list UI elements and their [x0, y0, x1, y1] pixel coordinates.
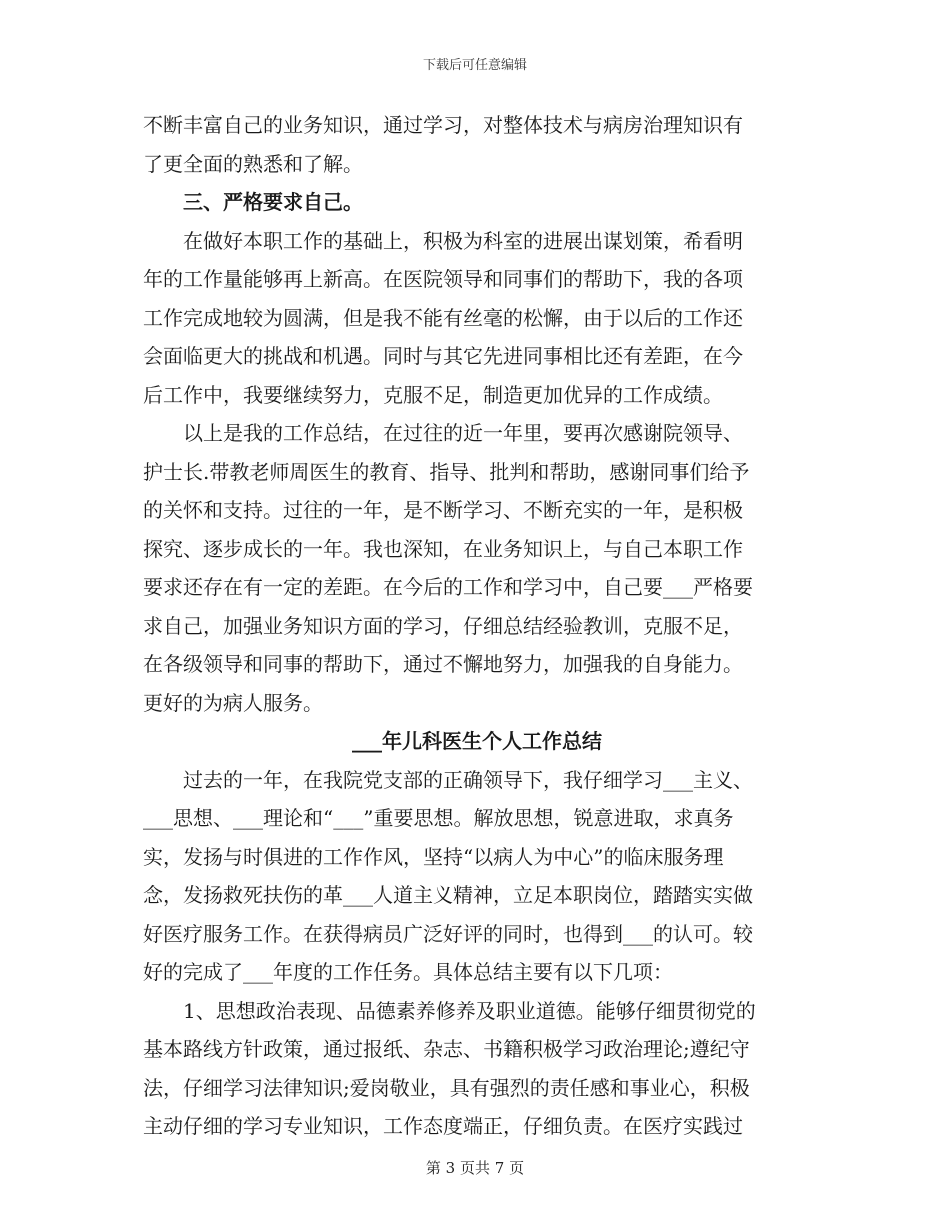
document-body	[143, 106, 811, 1146]
paragraph-start: 1、思想政治表现、品德素养修养及职业道德。能够仔细贯彻党的	[183, 998, 756, 1023]
text-line: 念，发扬救死扶伤的革___人道主义精神，立足本职岗位，踏踏实实做	[143, 883, 753, 907]
text-line: 基本路线方针政策，通过报纸、杂志、书籍积极学习政治理论;遵纪守	[143, 1037, 750, 1061]
text-line: 实，发扬与时俱进的工作作风，坚持“以病人为中心”的临床服务理	[143, 844, 724, 869]
paragraph-start: 过去的一年，在我院党支部的正确领导下，我仔细学习___主义、	[183, 767, 753, 792]
text-line: 法，仔细学习法律知识;爱岗敬业，具有强烈的责任感和事业心，积极	[143, 1075, 750, 1100]
text-line: 的关怀和支持。过往的一年，是不断学习、不断充实的一年，是积极	[143, 498, 743, 522]
paragraph-start: 在做好本职工作的基础上，积极为科室的进展出谋划策，希看明	[183, 228, 743, 253]
text-line: 求自己，加强业务知识方面的学习，仔细总结经验教训，克服不足，	[143, 613, 743, 638]
text-line: 主动仔细的学习专业知识，工作态度端正，仔细负责。在医疗实践过	[143, 1114, 743, 1138]
text-line: 会面临更大的挑战和机遇。同时与其它先进同事相比还有差距，在今	[143, 344, 743, 368]
page-footer: 第 3 页共 7 页	[425, 1159, 525, 1177]
text-line: 好的完成了___年度的工作任务。具体总结主要有以下几项：	[143, 960, 673, 984]
text-line: 在各级领导和同事的帮助下，通过不懈地努力，加强我的自身能力。	[143, 652, 743, 676]
text-line: 要求还存在有一定的差距。在今后的工作和学习中，自己要___严格要	[143, 575, 753, 599]
text-line: 了更全面的熟悉和了解。	[143, 151, 363, 176]
section-heading: 三、严格要求自己。	[183, 190, 363, 214]
text-line: 不断丰富自己的业务知识，通过学习，对整体技术与病房治理知识有	[143, 113, 743, 137]
text-line: 更好的为病人服务。	[143, 690, 323, 715]
text-line: 探究、逐步成长的一年。我也深知，在业务知识上，与自己本职工作	[143, 536, 743, 561]
text-line: 工作完成地较为圆满，但是我不能有丝毫的松懈，由于以后的工作还	[143, 305, 743, 330]
text-line: 年的工作量能够再上新高。在医院领导和同事们的帮助下，我的各项	[143, 267, 743, 291]
text-line: ___思想、___理论和“___”重要思想。解放思想，锐意进取，求真务	[143, 806, 734, 830]
page-header: 下载后可任意编辑	[422, 58, 527, 73]
text-line: 后工作中，我要继续努力，克服不足，制造更加优异的工作成绩。	[143, 382, 723, 407]
document-title: ___年儿科医生个人工作总结	[352, 729, 602, 753]
text-line: 好医疗服务工作。在获得病员广泛好评的同时，也得到___的认可。较	[143, 921, 753, 946]
text-line: 护士长.带教老师周医生的教育、指导、批判和帮助，感谢同事们给予	[143, 459, 750, 484]
paragraph-start: 以上是我的工作总结，在过往的近一年里，要再次感谢院领导、	[183, 421, 743, 445]
